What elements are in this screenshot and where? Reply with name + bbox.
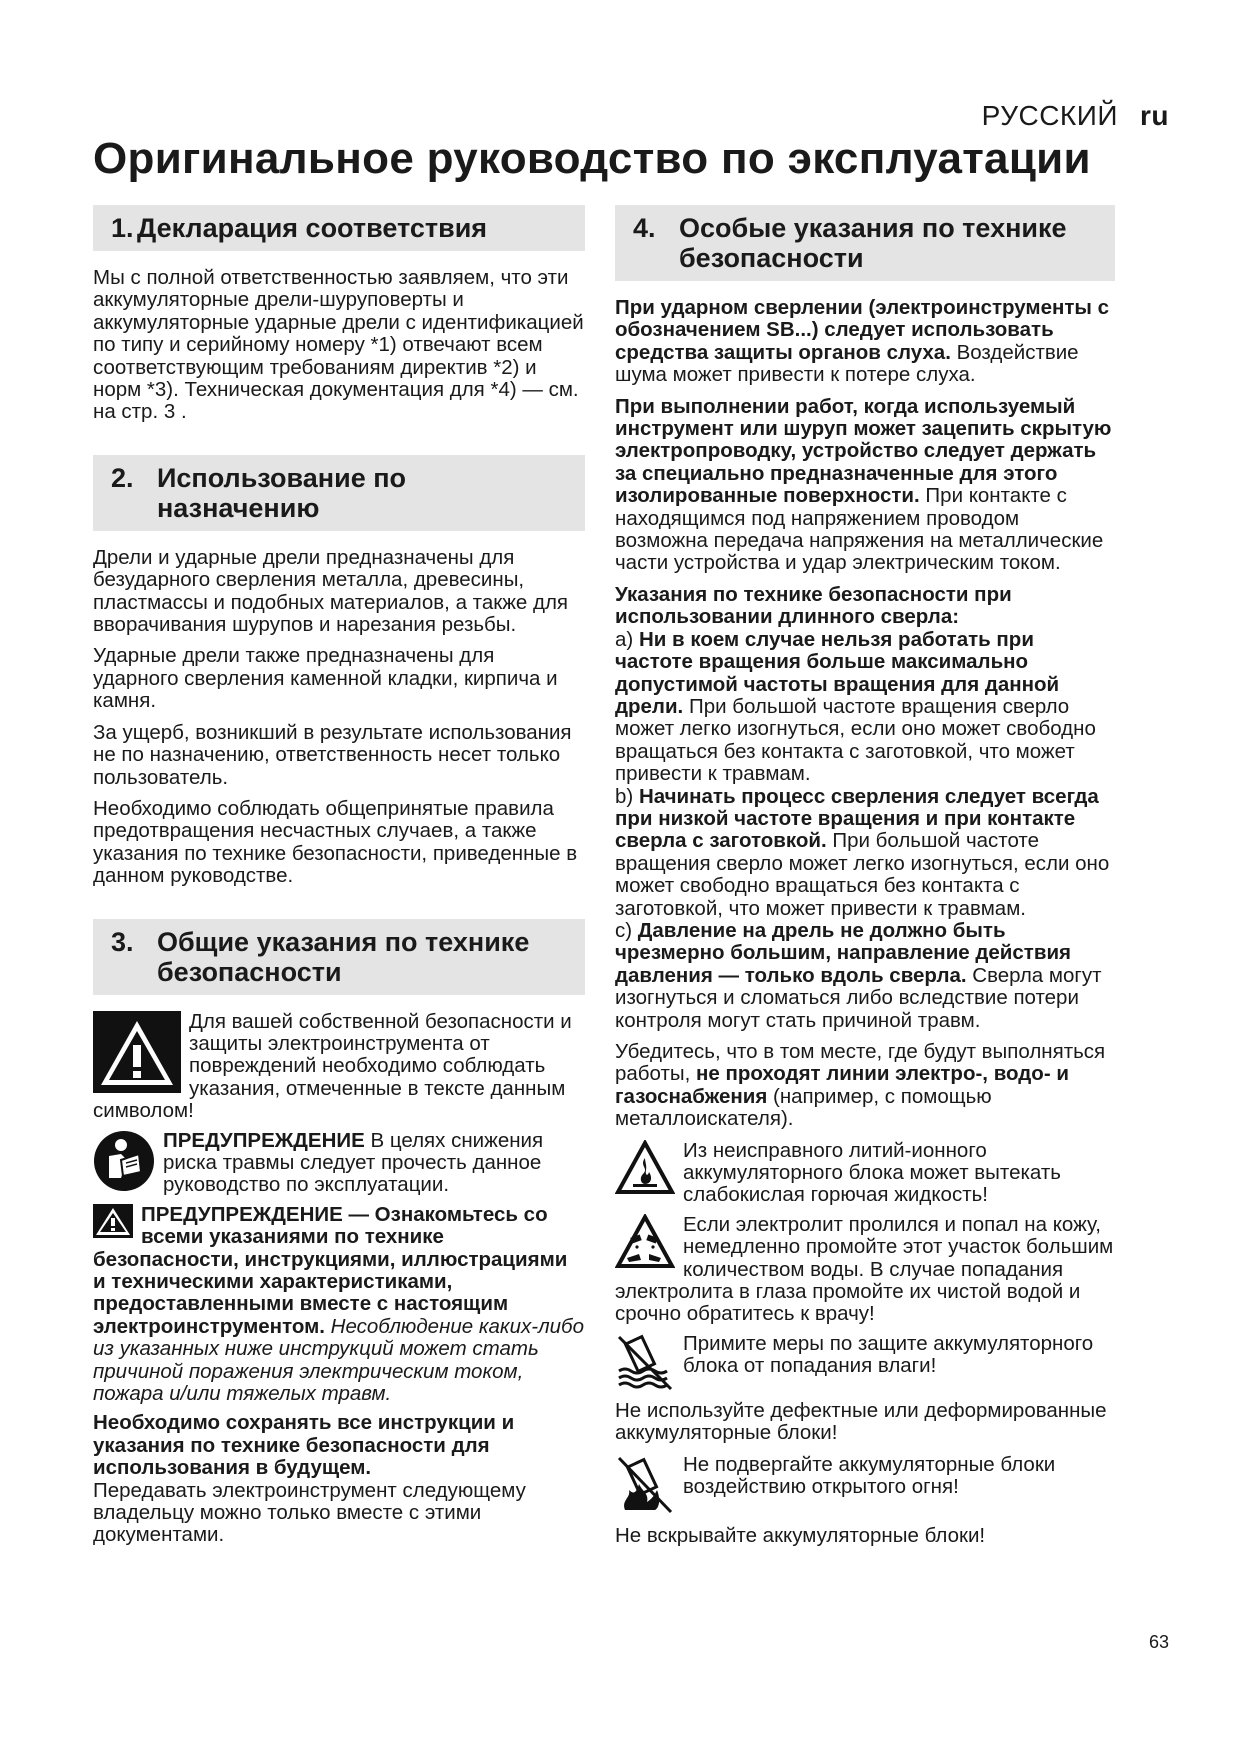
warning-triangle-icon xyxy=(93,1011,181,1093)
item-b-bold: Начинать процесс сверления следует всегда при низкой частоте вращения и при контакте сверла с заготовкой. xyxy=(615,784,1099,853)
page-title: Оригинальное руководство по эксплуатации xyxy=(93,134,1091,183)
section-4-title: Особые указания по технике безопасности xyxy=(679,213,1067,273)
intended-use-text-1: Дрели и ударные дрели предназначены для безударного сверления металла, древесины, пластмассы и подобных материалов, а также для вворачивания шурупов и нарезания резьбы. xyxy=(93,545,569,637)
item-c-text: Сверла могут изогнуться и сломаться либо вследствие потери контроля могут стать причиной травм. xyxy=(615,963,1102,1032)
utility-lines-bold: не проходят линии электро-, водо- и газоснабжения xyxy=(615,1062,1069,1108)
hidden-wiring-bold: При выполнении работ, когда используемый инструмент или шуруп может зацепить скрытую электропроводку, устройство следует держать за специально предназначенные для этого изолированные поверхности. xyxy=(615,394,1112,508)
utility-lines-note xyxy=(615,1041,1115,1131)
section-4-number: 4. xyxy=(633,213,656,243)
do-not-open-note: Не вскрывайте аккумуляторные блоки! xyxy=(615,1523,986,1547)
hearing-protection-note xyxy=(615,297,1115,387)
language-code: ru xyxy=(1140,100,1169,131)
language-label: РУССКИЙ xyxy=(981,100,1118,131)
hidden-wiring-note xyxy=(615,396,1115,575)
no-water-icon xyxy=(615,1333,675,1391)
general-warning-bold: ПРЕДУПРЕЖДЕНИЕ — Ознакомьтесь со всеми указаниями по технике безопасности, инструкциями, иллюстрациями и техническими характеристиками, предоставленными вместе с настоящим электроинструментом. xyxy=(93,1202,568,1338)
section-2-heading xyxy=(93,455,585,531)
item-c-bold: Давление на дрель не должно быть чрезмерно большим, направление действия давления — только вдоль сверла. xyxy=(615,918,1072,987)
read-manual-text: В целях снижения риска травмы следует прочесть данное руководство по эксплуатации. xyxy=(163,1128,544,1197)
section-1-title: Декларация соответствия xyxy=(137,213,488,243)
open-flame-text: Не подвергайте аккумуляторные блоки воздействию открытого огня! xyxy=(683,1452,1056,1499)
item-a-text: При большой частоте вращения сверло может легко изогнуться, если оно может свободно вращаться без контакта с заготовкой, что может привести к травмам. xyxy=(615,694,1096,786)
warning-symbol-note xyxy=(93,1011,585,1123)
keep-instructions-text: Передавать электроинструмент следующему владельцу можно только вместе с этими документами. xyxy=(93,1478,526,1547)
warning-symbol-text: Для вашей собственной безопасности и защиты электроинструмента от повреждений необходимо соблюдать указания, отмеченные в тексте данным символом! xyxy=(93,1009,572,1123)
declaration-text: Мы с полной ответственностью заявляем, что эти аккумуляторные дрели-шуруповерты и аккумуляторные ударные дрели с идентификацией по типу и серийному номеру *1) отвечают всем соответствующим требованиям директив *2) и норм *3). Техническая документация для *4) — см. на стр. 3 . xyxy=(93,266,584,424)
intended-use-text-4: Необходимо соблюдать общепринятые правила предотвращения несчастных случаев, а также указания по технике безопасности, приведенные в данном руководстве. xyxy=(93,796,578,888)
long-drill-item-a xyxy=(615,629,1115,786)
flammable-liquid-note xyxy=(615,1140,1115,1207)
open-flame-note xyxy=(615,1454,1115,1518)
electrolyte-note xyxy=(615,1214,1115,1326)
item-b-prefix: b) xyxy=(615,784,639,808)
small-warning-icon xyxy=(93,1204,133,1238)
section-2-title: Использование по назначению xyxy=(157,462,407,523)
flammable-liquid-text: Из неисправного литий-ионного аккумуляторного блока может вытекать слабокислая горючая жидкость! xyxy=(683,1138,1061,1207)
keep-instructions-bold: Необходимо сохранять все инструкции и указания по технике безопасности для использования в будущем. xyxy=(93,1411,515,1480)
electrolyte-text: Если электролит пролился и попал на кожу, немедленно промойте этот участок большим количеством воды. В случае попадания электролита в глаза промойте их чистой водой и срочно обратитесь к врачу! xyxy=(615,1212,1114,1326)
no-fire-icon xyxy=(615,1454,675,1516)
item-b-text: При большой частоте вращения сверло может легко изогнуться, если оно может свободно вращаться без контакта с заготовкой, что может привести к травмам. xyxy=(615,829,1110,920)
flammable-warning-icon xyxy=(615,1140,675,1196)
section-1-heading xyxy=(93,205,585,251)
hearing-protection-text: Воздействие шума может привести к потере слуха. xyxy=(615,340,1079,387)
section-3-title: Общие указания по технике безопасности xyxy=(157,926,530,987)
section-3-heading xyxy=(93,919,585,995)
language-header xyxy=(982,100,1169,132)
section-4-heading xyxy=(615,205,1115,281)
read-manual-bold: ПРЕДУПРЕЖДЕНИЕ xyxy=(163,1128,365,1152)
general-warning-italic: Несоблюдение каких-либо из указанных ниже инструкций может стать причиной поражения электрическим током, пожара и/или тяжелых травм. xyxy=(93,1314,584,1406)
moisture-text: Примите меры по защите аккумуляторного блока от попадания влаги! xyxy=(683,1331,1094,1378)
left-column xyxy=(93,205,585,1556)
intended-use-text-3: За ущерб, возникший в результате использования не по назначению, ответственность несет только пользователь. xyxy=(93,720,572,789)
hidden-wiring-text: При контакте с находящимся под напряжением проводом возможна передача напряжения на металлические части устройства и удар электрическим током. xyxy=(615,484,1104,575)
long-drill-item-b xyxy=(615,786,1115,920)
right-column xyxy=(615,205,1115,1556)
intended-use-text-2: Ударные дрели также предназначены для ударного сверления каменной кладки, кирпича и камня. xyxy=(93,644,558,713)
long-drill-heading: Указания по технике безопасности при использовании длинного сверла: xyxy=(615,582,1012,629)
section-2-number: 2. xyxy=(111,462,134,493)
corrosive-warning-icon xyxy=(615,1214,675,1270)
defective-battery-note: Не используйте дефектные или деформированные аккумуляторные блоки! xyxy=(615,1398,1107,1445)
section-3-number: 3. xyxy=(111,926,134,957)
item-a-prefix: a) xyxy=(615,627,639,651)
moisture-note xyxy=(615,1333,1115,1393)
general-warning-note xyxy=(93,1204,585,1406)
hearing-protection-bold: При ударном сверлении (электроинструменты с обозначением SB...) следует использовать средства защиты органов слуха. xyxy=(615,296,1109,364)
section-1-number: 1. xyxy=(111,213,134,243)
long-drill-item-c xyxy=(615,920,1115,1032)
item-a-bold: Ни в коем случае нельзя работать при частоте вращения больше максимально допустимой частоты вращения для данной дрели. xyxy=(615,627,1060,718)
item-c-prefix: c) xyxy=(615,918,638,942)
read-manual-note xyxy=(93,1130,585,1197)
utility-lines-text-2: (например, с помощью металлоискателя). xyxy=(615,1084,992,1131)
page-number: 63 xyxy=(1148,1632,1169,1652)
utility-lines-text-1: Убедитесь, что в том месте, где будут выполняться работы, xyxy=(615,1040,1106,1086)
read-manual-icon xyxy=(93,1130,155,1192)
